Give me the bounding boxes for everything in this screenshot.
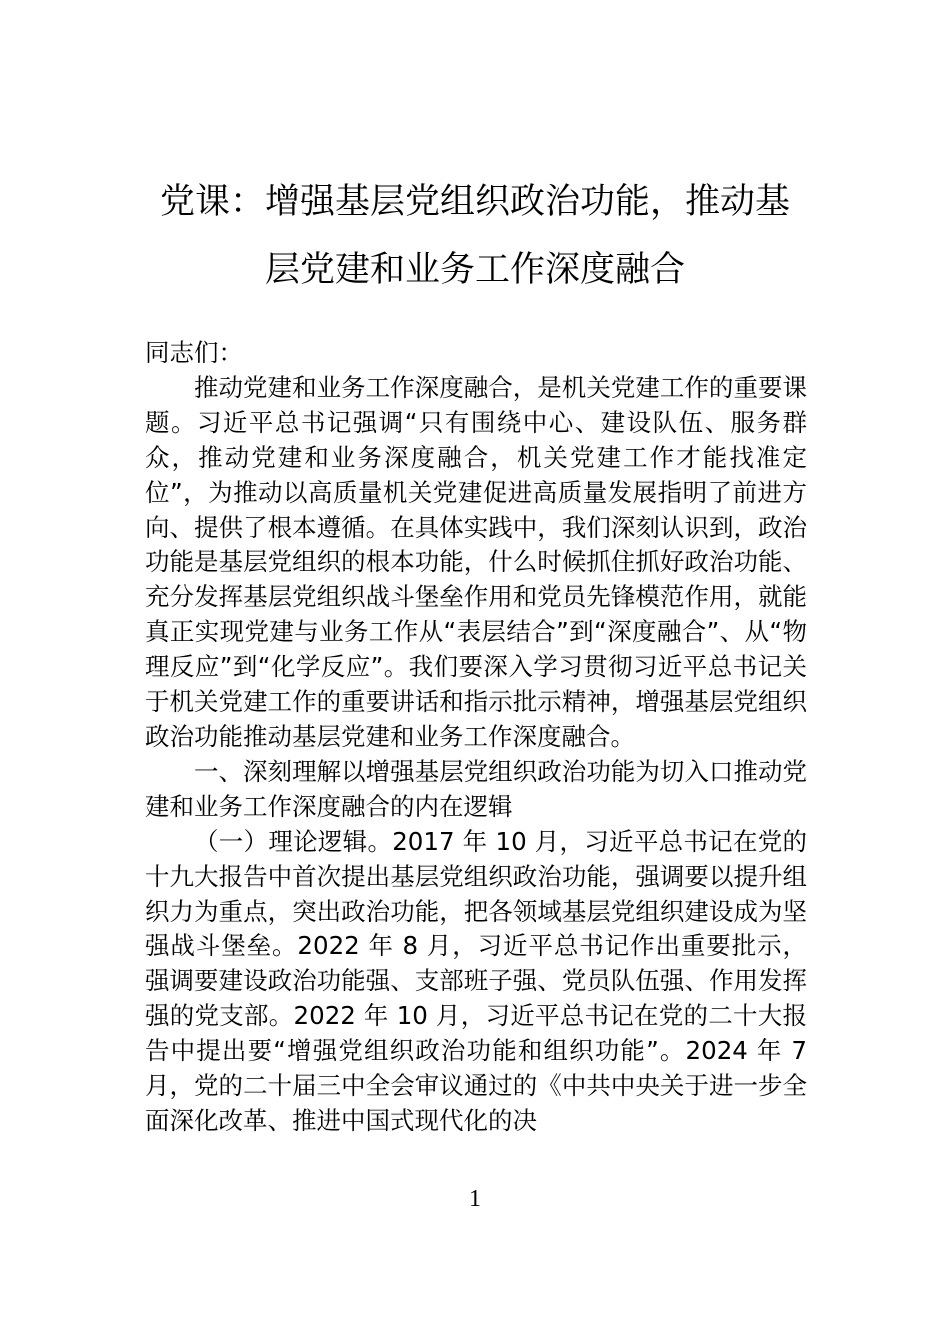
intro-paragraph: 推动党建和业务工作深度融合，是机关党建工作的重要课题。习近平总书记强调“只有围绕中心、建设队伍、服务群众，推动党建和业务深度融合，机关党建工作才能找准定位”，为推动以高质量机关党建促进高质量发展指明了前进方向、提供了根本遵循。在具体实践中，我们深刻认识到，政治功能是基层党组织的根本功能，什么时候抓住抓好政治功能、充分发挥基层党组织战斗堡垒作用和党员先锋模范作用，就能真正实现党建与业务工作从“表层结合”到“深度融合”、从“物理反应”到“化学反应”。我们要深入学习贯彻习近平总书记关于机关党建工作的重要讲话和指示批示精神，增强基层党组织政治功能推动基层党建和业务工作深度融合。 [145, 372, 807, 751]
subsection-paragraph: （一）理论逻辑。2017 年 10 月，习近平总书记在党的十九大报告中首次提出基层党组织政治功能，强调要以提升组织力为重点，突出政治功能，把各领域基层党组织建设成为坚强战斗堡垒。2022 年 8 月，习近平总书记作出重要批示，强调要建设政治功能强、支部班子强、党员队伍强、作用发挥强的党支部。2022 年 10 月，习近平总书记在党的二十大报告中提出要“增强党组织政治功能和组织功能”。2024 年 7 月，党的二十届三中全会审议通过的《中共中央关于进一步全面深化改革、推进中国式现代化的决 [145, 826, 807, 1135]
section-heading: 一、深刻理解以增强基层党组织政治功能为切入口推动党建和业务工作深度融合的内在逻辑 [145, 756, 807, 821]
page-number: 1 [469, 1186, 481, 1212]
title-line-1: 党课：增强基层党组织政治功能，推动基 [159, 182, 790, 222]
document-title [110, 168, 840, 304]
salutation: 同志们： [145, 338, 243, 367]
title-line-2: 层党建和业务工作深度融合 [264, 250, 685, 290]
document-body [145, 336, 807, 1139]
